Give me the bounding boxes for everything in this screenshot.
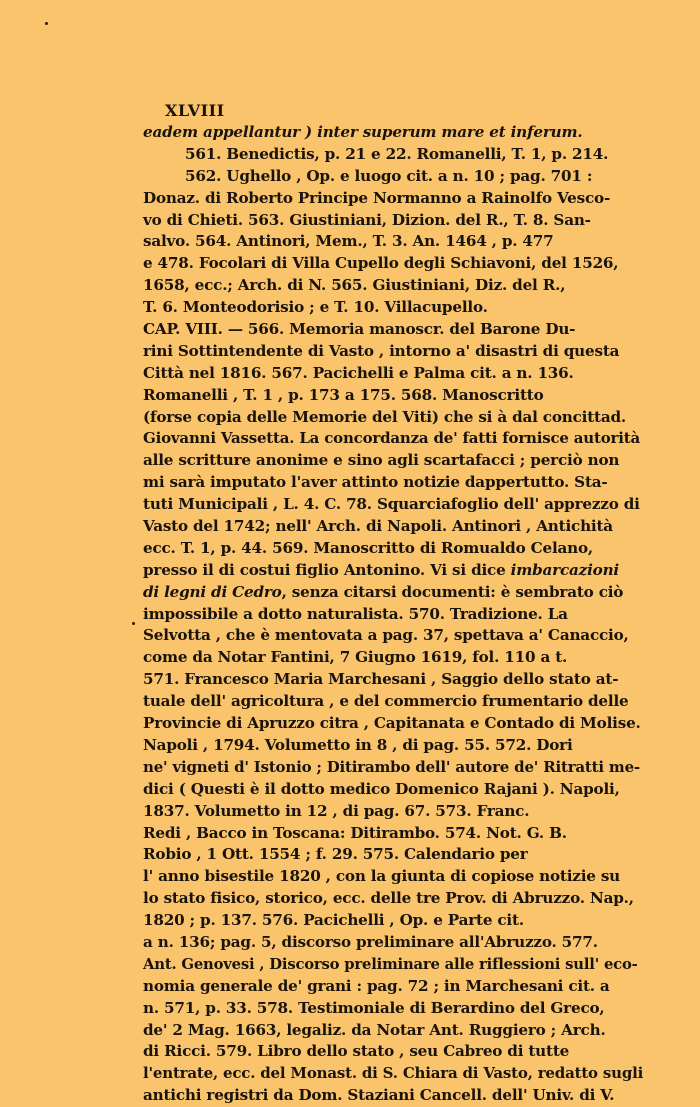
text-line: ne' vigneti d' Istonio ; Ditirambo dell' autore de' Ritratti me-: [143, 757, 640, 776]
text-line: Città nel 1816. 567. Pacichelli e Palma cit. a n. 136.: [143, 363, 574, 382]
text-line: Ant. Genovesi , Discorso preliminare alle riflessioni sull' eco-: [143, 955, 638, 973]
text-line: impossibile a dotto naturalista. 570. Tradizione. La: [143, 604, 568, 623]
text-line: (forse copia delle Memorie del Viti) che si à dal concittad.: [143, 407, 627, 426]
text-line: vo di Chieti. 563. Giustiniani, Dizion. del R., T. 8. San-: [143, 210, 591, 229]
page-number: XLVIII: [165, 101, 225, 120]
text-line: ecc. T. 1, p. 44. 569. Manoscritto di Romualdo Celano,: [143, 538, 594, 557]
text-line: alle scritture anonime e sino agli scartafacci ; perciò non: [143, 451, 620, 470]
text-line: Giovanni Vassetta. La concordanza de' fatti fornisce autorità: [143, 429, 640, 448]
text-line: come da Notar Fantini, 7 Giugno 1619, fol. 110 a t.: [143, 648, 568, 667]
paper-speck: [45, 22, 48, 25]
paper-speck: [132, 622, 135, 625]
text-line: 1658, ecc.; Arch. di N. 565. Giustiniani, Diz. del R.,: [143, 276, 566, 295]
text-line: 1820 ; p. 137. 576. Pacichelli , Op. e Parte cit.: [143, 911, 524, 930]
text-line: Provincie di Apruzzo citra , Capitanata e Contado di Molise.: [143, 714, 641, 733]
text-line: a n. 136; pag. 5, discorso preliminare all'Abruzzo. 577.: [143, 932, 598, 951]
text-line: T. 6. Monteodorisio ; e T. 10. Villacupello.: [143, 298, 488, 317]
text-line: Donaz. di Roberto Principe Normanno a Rainolfo Vesco-: [143, 188, 611, 207]
text-body: [143, 122, 643, 1107]
text-line: Robio , 1 Ott. 1554 ; f. 29. 575. Calendario per: [143, 845, 528, 864]
text-line: presso il di costui figlio Antonino. Vi si dice imbarcazioni: [143, 560, 619, 579]
text-line: Vasto del 1742; nell' Arch. di Napoli. Antinori , Antichità: [143, 517, 613, 536]
text-line: tuale dell' agricoltura , e del commercio frumentario delle: [143, 692, 629, 711]
text-line: e 478. Focolari di Villa Cupello degli Schiavoni, del 1526,: [143, 254, 619, 273]
text-line: Napoli , 1794. Volumetto in 8 , di pag. 55. 572. Dori: [143, 735, 573, 754]
text-line: 562. Ughello , Op. e luogo cit. a n. 10 ; pag. 701 :: [185, 166, 593, 185]
text-line: nomia generale de' grani : pag. 72 ; in Marchesani cit. a: [143, 976, 610, 995]
text-line: tuti Municipali , L. 4. C. 78. Squarciafoglio dell' apprezzo di: [143, 495, 640, 514]
text-line: 561. Benedictis, p. 21 e 22. Romanelli, T. 1, p. 214.: [185, 144, 609, 163]
text-line: salvo. 564. Antinori, Mem., T. 3. An. 1464 , p. 477: [143, 232, 554, 251]
text-line: lo stato fisico, storico, ecc. delle tre Prov. di Abruzzo. Nap.,: [143, 889, 634, 908]
text-line: rini Sottintendente di Vasto , intorno a' disastri di questa: [143, 341, 620, 360]
text-line: de' 2 Mag. 1663, legaliz. da Notar Ant. Ruggiero ; Arch.: [143, 1020, 606, 1039]
document-page: [143, 100, 643, 1107]
text-line: 571. Francesco Maria Marchesani , Saggio dello stato at-: [143, 670, 619, 689]
text-line: mi sarà imputato l'aver attinto notizie dappertutto. Sta-: [143, 473, 608, 492]
text-line: Redi , Bacco in Toscana: Ditirambo. 574. Not. G. B.: [143, 823, 567, 842]
text-line: CAP. VIII. — 566. Memoria manoscr. del Barone Du-: [143, 320, 576, 339]
text-line: di Ricci. 579. Libro dello stato , seu Cabreo di tutte: [143, 1042, 570, 1061]
text-line: l'entrate, ecc. del Monast. di S. Chiara di Vasto, redatto sugli: [143, 1064, 644, 1083]
text-line: Romanelli , T. 1 , p. 173 a 175. 568. Manoscritto: [143, 385, 544, 404]
text-line: eadem appellantur ) inter superum mare et inferum.: [143, 123, 583, 141]
text-line: n. 571, p. 33. 578. Testimoniale di Berardino del Greco,: [143, 998, 605, 1017]
text-line: dici ( Questi è il dotto medico Domenico Rajani ). Napoli,: [143, 779, 620, 798]
text-line: di legni di Cedro, senza citarsi documenti: è sembrato ciò: [143, 582, 624, 601]
text-line: l' anno bisestile 1820 , con la giunta di copiose notizie su: [143, 867, 621, 886]
text-line: Selvotta , che è mentovata a pag. 37, spettava a' Canaccio,: [143, 626, 629, 645]
text-line: 1837. Volumetto in 12 , di pag. 67. 573. Franc.: [143, 801, 530, 820]
text-line: antichi registri da Dom. Staziani Cancell. dell' Univ. di V.: [143, 1086, 615, 1105]
